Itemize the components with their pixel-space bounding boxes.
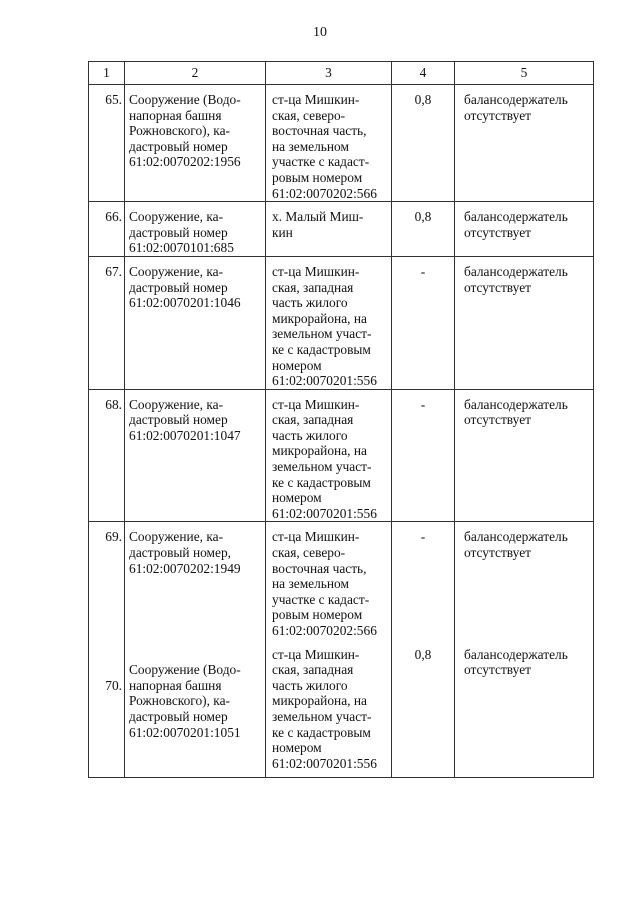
text-line: ская, северо- [272,107,346,123]
text-line: 61:02:0070201:556 [272,505,377,521]
text-line: 61:02:0070201:556 [272,373,377,389]
text-line: ровым номером [272,169,363,185]
table-row [89,85,594,202]
object-location [266,202,392,257]
text-line: номером [272,357,322,373]
object-location [266,85,392,202]
object-name [125,389,266,522]
text-line: отсутствует [464,107,531,123]
text-line: кин [272,224,293,240]
object-location [266,256,392,389]
text-line: напорная башня [129,107,222,123]
object-name [125,256,266,389]
text-line: Сооружение, ка- [129,529,224,545]
text-line: микрорайона, на [272,443,367,459]
object-value: 0,8 [392,85,455,202]
text-line: участке с кадаст- [272,591,370,607]
column-header: 4 [392,62,455,85]
object-name [125,85,266,202]
table-row [89,202,594,257]
text-line: ст-ца Мишкин- [272,263,360,279]
text-line: 61:02:0070201:1046 [129,295,241,311]
row-number-69: 69. [105,529,122,545]
text-line: 61:02:0070201:556 [272,755,377,771]
text-line: земельном участ- [272,459,372,475]
object-value [392,522,455,778]
text-line: балансодержатель [464,646,568,662]
text-line: Сооружение (Водо- [129,92,241,107]
row-number: 65. [89,85,125,202]
text-line: Рожновского), ка- [129,123,231,139]
text-line: 61:02:0070201:1051 [129,724,241,740]
table-row [89,522,594,778]
column-header: 3 [266,62,392,85]
text-line: 61:02:0070101:685 [129,240,234,256]
text-line: дастровый номер [129,412,228,428]
table-row [89,389,594,522]
text-line: ст-ца Мишкин- [272,92,360,107]
property-table [88,61,594,778]
text-line: Рожновского), ка- [129,693,231,709]
value-70: 0,8 [414,647,432,663]
object-name [125,522,266,778]
page-number: 10 [313,25,327,40]
balance-holder [455,85,594,202]
text-line: балансодержатель [464,396,568,412]
text-line: балансодержатель [464,263,568,279]
column-header: 1 [89,62,125,85]
text-line: ская, западная [272,412,354,428]
text-line: напорная башня [129,677,222,693]
object-value: - [392,389,455,522]
text-line: 61:02:0070202:566 [272,185,377,201]
table-row [89,256,594,389]
text-line: на земельном [272,576,349,592]
row-number: 68. [89,389,125,522]
text-line: Сооружение (Водо- [129,662,241,678]
text-line: балансодержатель [464,209,568,225]
object-location [266,522,392,778]
value-69: - [420,529,426,545]
text-line: Сооружение, ка- [129,396,224,412]
text-line: дастровый номер [129,709,228,724]
text-line: Сооружение, ка- [129,263,224,279]
text-line: отсутствует [464,662,531,678]
text-line: ке с кадастровым [272,474,371,490]
object-value: 0,8 [392,202,455,257]
text-line: 61:02:0070202:566 [272,623,377,638]
text-line: отсутствует [464,224,531,240]
text-line: восточная часть, [272,560,367,576]
object-location [266,389,392,522]
text-line: часть жилого [272,295,348,311]
text-line: ке с кадастровым [272,724,371,740]
text-line: 61:02:0070202:1956 [129,154,241,170]
text-line: земельном участ- [272,708,372,724]
text-line: ская, западная [272,662,354,678]
text-line: балансодержатель [464,529,568,545]
text-line: ке с кадастровым [272,341,371,357]
text-line: часть жилого [272,427,348,443]
text-line: дастровый номер [129,279,228,295]
text-line: на земельном [272,138,349,154]
text-line: балансодержатель [464,92,568,107]
text-line: ровым номером [272,607,363,623]
balance-holder [455,256,594,389]
text-line: микрорайона, на [272,310,367,326]
text-line: участке с кадаст- [272,154,370,170]
column-header: 2 [125,62,266,85]
text-line: ст-ца Мишкин- [272,529,360,545]
text-line: отсутствует [464,545,531,561]
row-number: 66. [89,202,125,257]
row-number-70: 70. [105,678,122,694]
text-line: земельном участ- [272,326,372,342]
text-line: номером [272,740,322,756]
column-header: 5 [455,62,594,85]
balance-holder [455,522,594,778]
text-line: дастровый номер [129,138,228,154]
text-line: ская, северо- [272,545,346,561]
text-line: 61:02:0070202:1949 [129,560,241,576]
row-number [89,522,125,778]
object-name [125,202,266,257]
text-line: ская, западная [272,279,354,295]
text-line: часть жилого [272,677,348,693]
text-line: 61:02:0070201:1047 [129,427,241,443]
text-line: восточная часть, [272,123,367,139]
text-line: микрорайона, на [272,693,367,709]
text-line: отсутствует [464,412,531,428]
text-line: Сооружение, ка- [129,209,224,225]
table-header-row [89,62,594,85]
text-line: отсутствует [464,279,531,295]
text-line: дастровый номер, [129,545,232,561]
balance-holder [455,202,594,257]
text-line: дастровый номер [129,224,228,240]
object-value: - [392,256,455,389]
balance-holder [455,389,594,522]
text-line: номером [272,490,322,506]
text-line: ст-ца Мишкин- [272,646,360,662]
text-line: х. Малый Миш- [272,209,364,225]
text-line: ст-ца Мишкин- [272,396,360,412]
row-number: 67. [89,256,125,389]
